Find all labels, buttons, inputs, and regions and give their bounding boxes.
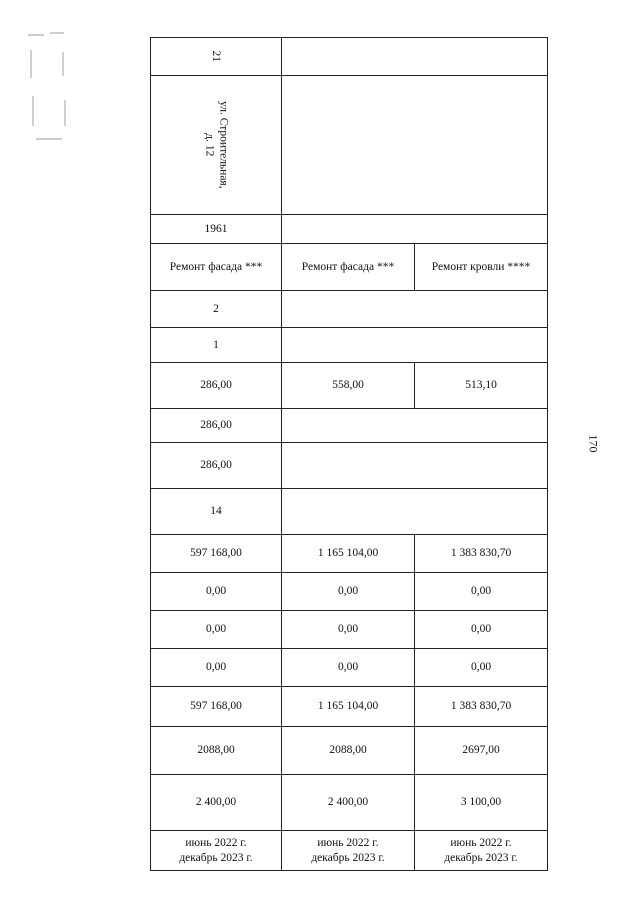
- work-type-cell: Ремонт фасада ***: [151, 244, 282, 291]
- table-row: [151, 215, 548, 244]
- table-row: [151, 244, 548, 291]
- unit-cost-cell: 2088,00: [151, 727, 282, 775]
- empty-cell: [282, 489, 548, 535]
- table-row: [151, 409, 548, 443]
- empty-cell: [282, 443, 548, 489]
- schedule-end: декабрь 2023 г.: [179, 851, 253, 864]
- amount-cell: 1 383 830,70: [415, 687, 548, 727]
- address-house: д. 12: [203, 133, 216, 157]
- address-street: ул. Строительная,: [217, 101, 230, 189]
- amount-cell: 0,00: [282, 573, 415, 611]
- table-row: [151, 687, 548, 727]
- table-row: [151, 573, 548, 611]
- amount-cell: 1 165 104,00: [282, 535, 415, 573]
- empty-cell: [282, 76, 548, 215]
- unit-cost-cell: 2088,00: [282, 727, 415, 775]
- amount-cell: 1 165 104,00: [282, 687, 415, 727]
- value-cell: 1: [151, 328, 282, 363]
- page-number: 170: [586, 434, 601, 453]
- table-row: [151, 76, 548, 215]
- value-cell: 2: [151, 291, 282, 328]
- value-cell: 14: [151, 489, 282, 535]
- unit-cost-cell: 2697,00: [415, 727, 548, 775]
- amount-cell: 597 168,00: [151, 687, 282, 727]
- work-type-cell: Ремонт фасада ***: [282, 244, 415, 291]
- empty-cell: [282, 291, 548, 328]
- table-row: [151, 291, 548, 328]
- unit-cost-cell: 3 100,00: [415, 775, 548, 831]
- address-text: [202, 101, 230, 189]
- table-row: [151, 649, 548, 687]
- capital-repair-table: [150, 37, 548, 871]
- table-row: [151, 727, 548, 775]
- schedule-cell: [415, 831, 548, 871]
- area-cell: 558,00: [282, 363, 415, 409]
- work-type-cell: Ремонт кровли ****: [415, 244, 548, 291]
- amount-cell: 0,00: [151, 573, 282, 611]
- table-row: [151, 831, 548, 871]
- amount-cell: 0,00: [282, 611, 415, 649]
- scan-artifact: [28, 30, 72, 145]
- value-cell: 286,00: [151, 443, 282, 489]
- year-built-cell: 1961: [151, 215, 282, 244]
- table-row: [151, 535, 548, 573]
- amount-cell: 0,00: [415, 611, 548, 649]
- schedule-start: июнь 2022 г.: [450, 837, 512, 850]
- empty-cell: [282, 38, 548, 76]
- schedule-end: декабрь 2023 г.: [311, 851, 385, 864]
- empty-cell: [282, 409, 548, 443]
- table-row: [151, 328, 548, 363]
- amount-cell: 0,00: [151, 649, 282, 687]
- row-number: 21: [210, 50, 223, 63]
- schedule-cell: [282, 831, 415, 871]
- amount-cell: 597 168,00: [151, 535, 282, 573]
- schedule-start: июнь 2022 г.: [185, 837, 247, 850]
- amount-cell: 0,00: [415, 573, 548, 611]
- table-row: [151, 489, 548, 535]
- schedule-end: декабрь 2023 г.: [444, 851, 518, 864]
- unit-cost-cell: 2 400,00: [151, 775, 282, 831]
- table-row: [151, 38, 548, 76]
- amount-cell: 0,00: [415, 649, 548, 687]
- address-cell: [151, 76, 282, 215]
- amount-cell: 0,00: [151, 611, 282, 649]
- table-row: [151, 611, 548, 649]
- amount-cell: 0,00: [282, 649, 415, 687]
- schedule-cell: [151, 831, 282, 871]
- schedule-start: июнь 2022 г.: [317, 837, 379, 850]
- area-cell: 513,10: [415, 363, 548, 409]
- table-row: [151, 363, 548, 409]
- area-cell: 286,00: [151, 363, 282, 409]
- amount-cell: 1 383 830,70: [415, 535, 548, 573]
- table-row: [151, 443, 548, 489]
- empty-cell: [282, 215, 548, 244]
- value-cell: 286,00: [151, 409, 282, 443]
- row-number-cell: [151, 38, 282, 76]
- empty-cell: [282, 328, 548, 363]
- unit-cost-cell: 2 400,00: [282, 775, 415, 831]
- table-row: [151, 775, 548, 831]
